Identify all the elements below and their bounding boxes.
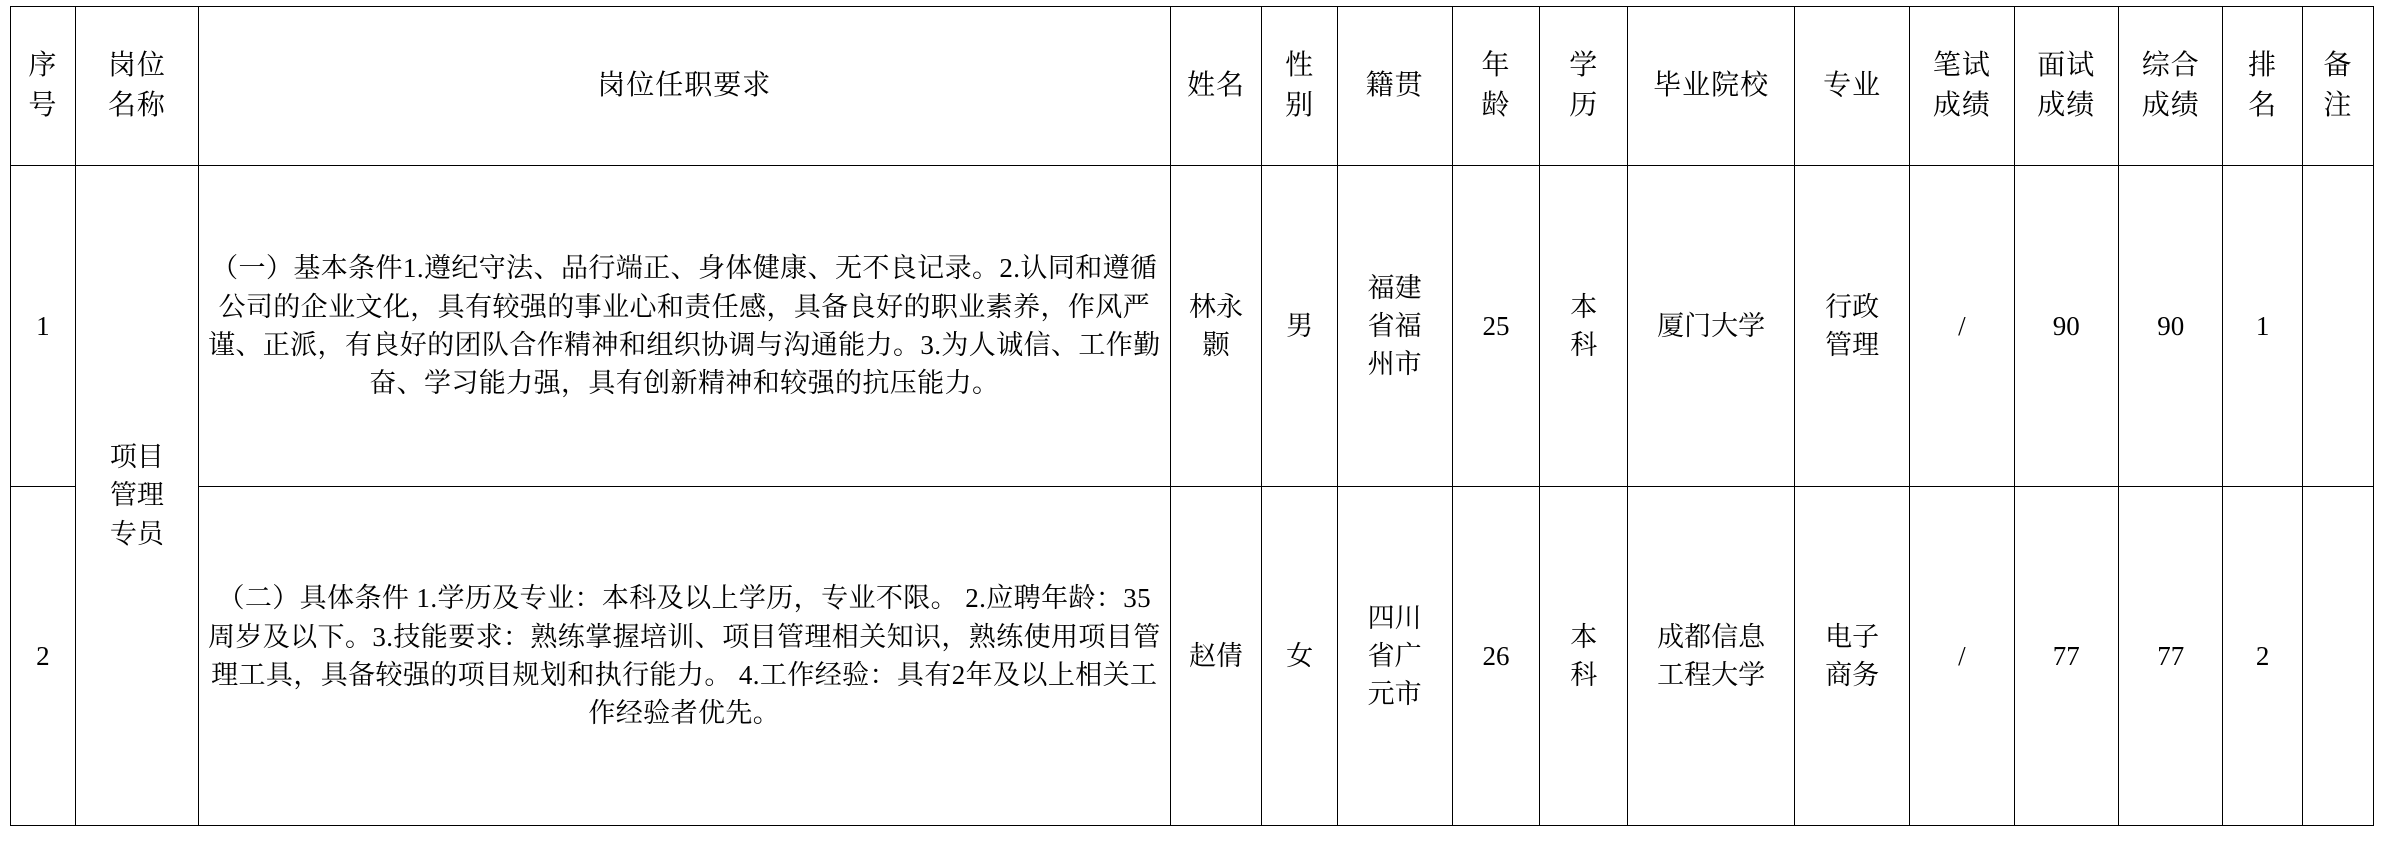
cell-post-name: 项目 管理 专员	[75, 166, 198, 826]
cell-overall-score: 90	[2119, 166, 2223, 487]
cell-remark	[2302, 166, 2373, 487]
header-school: 毕业院校	[1628, 7, 1795, 166]
header-interview-score: 面试 成绩	[2014, 7, 2118, 166]
cell-age: 26	[1452, 487, 1540, 826]
cell-education: 本 科	[1540, 166, 1628, 487]
header-origin: 籍贯	[1337, 7, 1452, 166]
header-education: 学 历	[1540, 7, 1628, 166]
header-remark: 备 注	[2302, 7, 2373, 166]
cell-major: 电子 商务	[1795, 487, 1910, 826]
header-overall-score: 综合 成绩	[2119, 7, 2223, 166]
cell-origin: 福建 省福 州市	[1337, 166, 1452, 487]
cell-age: 25	[1452, 166, 1540, 487]
cell-overall-score: 77	[2119, 487, 2223, 826]
header-age: 年 龄	[1452, 7, 1540, 166]
cell-name: 林永 颢	[1170, 166, 1262, 487]
cell-gender: 女	[1262, 487, 1337, 826]
cell-rank: 2	[2223, 487, 2302, 826]
cell-remark	[2302, 487, 2373, 826]
cell-seq: 2	[11, 487, 76, 826]
header-post: 岗位 名称	[75, 7, 198, 166]
table-row	[11, 166, 2374, 487]
candidate-results-table	[10, 6, 2374, 826]
cell-major: 行政 管理	[1795, 166, 1910, 487]
header-name: 姓名	[1170, 7, 1262, 166]
header-requirements: 岗位任职要求	[199, 7, 1171, 166]
table-row	[11, 487, 2374, 826]
cell-gender: 男	[1262, 166, 1337, 487]
cell-requirements: （二）具体条件 1.学历及专业：本科及以上学历，专业不限。 2.应聘年龄：35周岁及以下。3.技能要求：熟练掌握培训、项目管理相关知识，熟练使用项目管理工具，具备较强的项目规划和执行能力。 4.工作经验：具有2年及以上相关工作经验者优先。	[199, 487, 1171, 826]
cell-seq: 1	[11, 166, 76, 487]
cell-name: 赵倩	[1170, 487, 1262, 826]
cell-school: 成都信息 工程大学	[1628, 487, 1795, 826]
cell-written-score: /	[1910, 166, 2014, 487]
header-gender: 性 别	[1262, 7, 1337, 166]
cell-requirements: （一）基本条件1.遵纪守法、品行端正、身体健康、无不良记录。2.认同和遵循公司的企业文化，具有较强的事业心和责任感，具备良好的职业素养，作风严谨、正派，有良好的团队合作精神和组织协调与沟通能力。3.为人诚信、工作勤奋、学习能力强，具有创新精神和较强的抗压能力。	[199, 166, 1171, 487]
cell-written-score: /	[1910, 487, 2014, 826]
header-rank: 排 名	[2223, 7, 2302, 166]
header-seq: 序 号	[11, 7, 76, 166]
cell-interview-score: 77	[2014, 487, 2118, 826]
header-major: 专业	[1795, 7, 1910, 166]
cell-rank: 1	[2223, 166, 2302, 487]
cell-school: 厦门大学	[1628, 166, 1795, 487]
cell-interview-score: 90	[2014, 166, 2118, 487]
table-header-row	[11, 7, 2374, 166]
cell-origin: 四川 省广 元市	[1337, 487, 1452, 826]
header-written-score: 笔试 成绩	[1910, 7, 2014, 166]
cell-education: 本 科	[1540, 487, 1628, 826]
